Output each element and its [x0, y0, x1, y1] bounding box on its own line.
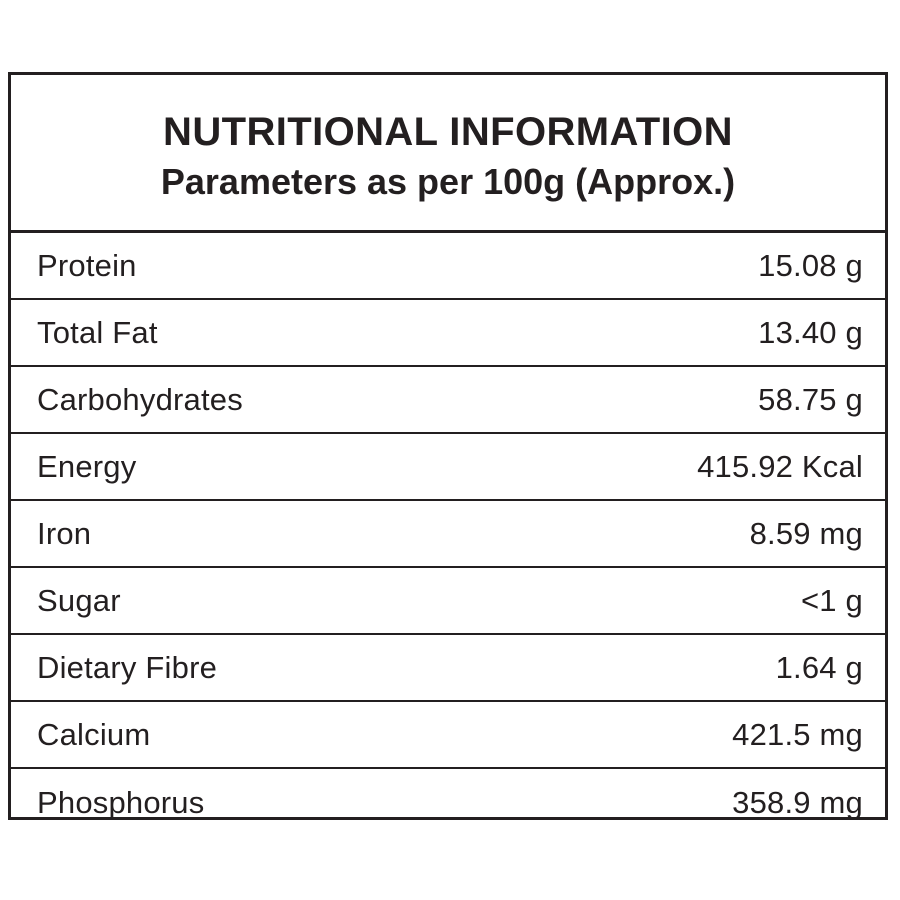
nutrient-value: <1 g: [801, 582, 863, 618]
nutrient-value: 15.08 g: [758, 247, 863, 283]
nutrient-value: 1.64 g: [775, 649, 863, 685]
panel-header: [11, 75, 885, 233]
nutrient-label: Carbohydrates: [37, 381, 243, 417]
table-row: [11, 769, 885, 836]
nutrient-label: Calcium: [37, 716, 151, 752]
nutrient-label: Energy: [37, 448, 137, 484]
table-row: [11, 501, 885, 568]
nutrient-value: 58.75 g: [758, 381, 863, 417]
page-title: NUTRITIONAL INFORMATION: [163, 109, 733, 154]
nutrient-value: 421.5 mg: [732, 716, 863, 752]
nutrient-value: 13.40 g: [758, 314, 863, 350]
table-row: [11, 233, 885, 300]
nutrient-label: Total Fat: [37, 314, 158, 350]
nutrient-value: 358.9 mg: [732, 784, 863, 820]
table-row: [11, 635, 885, 702]
nutrient-label: Sugar: [37, 582, 121, 618]
nutrient-label: Protein: [37, 247, 137, 283]
nutrition-facts-panel: [8, 72, 888, 820]
table-row: [11, 367, 885, 434]
nutrient-label: Dietary Fibre: [37, 649, 218, 685]
nutrient-value: 8.59 mg: [749, 515, 863, 551]
nutrient-value: 415.92 Kcal: [697, 448, 863, 484]
nutrient-label: Iron: [37, 515, 92, 551]
table-row: [11, 300, 885, 367]
nutrition-table: [11, 233, 885, 836]
table-row: [11, 702, 885, 769]
nutrient-label: Phosphorus: [37, 784, 205, 820]
page-subtitle: Parameters as per 100g (Approx.): [160, 160, 736, 202]
table-row: [11, 568, 885, 635]
table-row: [11, 434, 885, 501]
